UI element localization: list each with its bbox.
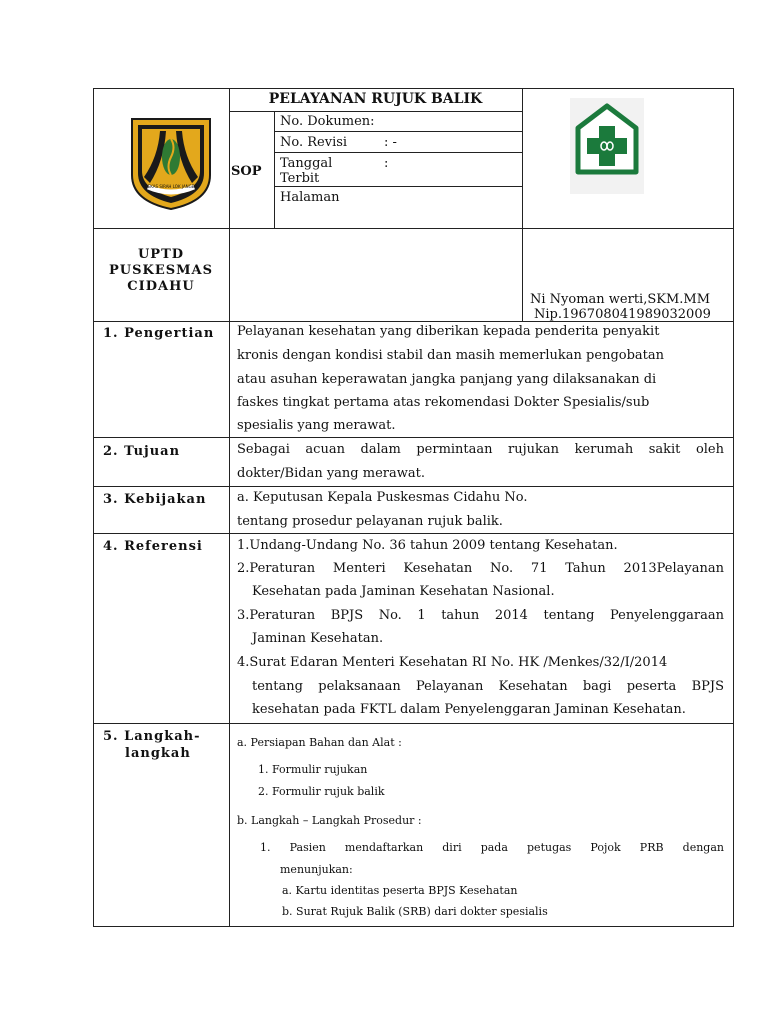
table-border: [274, 131, 522, 132]
signer-nip: Nip.196708041989032009: [534, 307, 711, 322]
signer-name: Ni Nyoman werti,SKM.MM: [530, 292, 711, 307]
section-label-tujuan: 2. Tujuan: [103, 444, 181, 459]
org-line-1: UPTD: [137, 247, 185, 262]
table-border: [274, 111, 275, 228]
issue-date-label-2: Terbit: [280, 171, 320, 186]
table-border: [229, 88, 230, 926]
issue-date-colon: :: [384, 156, 389, 171]
procedure-heading: b. Langkah – Langkah Prosedur :: [237, 814, 422, 827]
table-border: [274, 186, 522, 187]
section-label-kebijakan: 3. Kebijakan: [103, 492, 207, 507]
revision-value: : -: [384, 135, 397, 150]
document-number-label: No. Dokumen:: [280, 114, 375, 129]
table-border: [93, 228, 734, 229]
table-border: [733, 88, 734, 927]
prep-item: 2. Formulir rujuk balik: [258, 785, 385, 798]
procedure-substep: b. Surat Rujuk Balik (SRB) dari dokter spesialis: [282, 905, 548, 918]
table-border: [274, 152, 522, 153]
pengertian-line: spesialis yang merawat.: [237, 418, 396, 433]
regional-emblem: [130, 117, 212, 211]
referensi-line: 2.Peraturan Menteri Kesehatan No. 71 Tahun 2013Pelayanan: [237, 561, 724, 576]
page-label: Halaman: [280, 190, 340, 205]
org-line-2: PUSKESMAS: [109, 263, 213, 278]
tujuan-line: Sebagai acuan dalam permintaan rujukan kerumah sakit oleh: [237, 442, 724, 457]
pengertian-line: kronis dengan kondisi stabil dan masih memerlukan pengobatan: [237, 348, 665, 363]
referensi-line: Jaminan Kesehatan.: [252, 631, 384, 646]
section-label-referensi: 4. Referensi: [103, 539, 203, 554]
table-border: [93, 88, 94, 927]
section-label-langkah-2: langkah: [125, 746, 191, 761]
prep-item: 1. Formulir rujukan: [258, 763, 368, 776]
issue-date-label: Tanggal: [280, 156, 333, 171]
table-border: [93, 926, 734, 927]
table-border: [93, 533, 734, 534]
document-title: PELAYANAN RUJUK BALIK: [268, 91, 483, 107]
sop-label: SOP: [231, 164, 262, 179]
pengertian-line: Pelayanan kesehatan yang diberikan kepada penderita penyakit: [237, 324, 660, 339]
tujuan-line: dokter/Bidan yang merawat.: [237, 466, 425, 481]
referensi-line: tentang pelaksanaan Pelayanan Kesehatan bagi peserta BPJS: [252, 679, 724, 694]
referensi-line: 3.Peraturan BPJS No. 1 tahun 2014 tentang Penyelenggaraan: [237, 608, 724, 623]
referensi-line: Kesehatan pada Jaminan Kesehatan Nasional.: [252, 584, 555, 599]
pengertian-line: atau asuhan keperawatan jangka panjang yang dilaksanakan di: [237, 372, 657, 387]
table-border: [93, 88, 734, 89]
referensi-line: 4.Surat Edaran Menteri Kesehatan RI No. HK /Menkes/32/I/2014: [237, 655, 668, 670]
table-border: [93, 486, 734, 487]
referensi-line: kesehatan pada FKTL dalam Penyelenggaran Jaminan Kesehatan.: [252, 702, 686, 717]
emblem-motto: CEKAS SIRAH LOK JANGEB: [144, 184, 198, 189]
prep-heading: a. Persiapan Bahan dan Alat :: [237, 736, 402, 749]
table-border: [229, 111, 522, 112]
procedure-substep: a. Kartu identitas peserta BPJS Kesehatan: [282, 884, 518, 897]
referensi-line: 1.Undang-Undang No. 36 tahun 2009 tentang Kesehatan.: [237, 538, 618, 553]
puskesmas-logo-icon: [570, 98, 644, 194]
kebijakan-line: tentang prosedur pelayanan rujuk balik.: [237, 514, 503, 529]
procedure-step: 1. Pasien mendaftarkan diri pada petugas Pojok PRB dengan: [260, 841, 724, 854]
section-label-pengertian: 1. Pengertian: [103, 326, 215, 341]
pengertian-line: faskes tingkat pertama atas rekomendasi Dokter Spesialis/sub: [237, 395, 650, 410]
table-border: [522, 88, 523, 321]
revision-label: No. Revisi: [280, 135, 348, 150]
regional-emblem-icon: [130, 117, 212, 211]
table-border: [93, 723, 734, 724]
table-border: [93, 437, 734, 438]
org-line-3: CIDAHU: [127, 279, 195, 294]
procedure-step-cont: menunjukan:: [280, 863, 353, 876]
kebijakan-line: a. Keputusan Kepala Puskesmas Cidahu No.: [237, 490, 528, 505]
section-label-langkah: 5. Langkah-: [103, 729, 201, 744]
puskesmas-logo: [570, 98, 644, 194]
